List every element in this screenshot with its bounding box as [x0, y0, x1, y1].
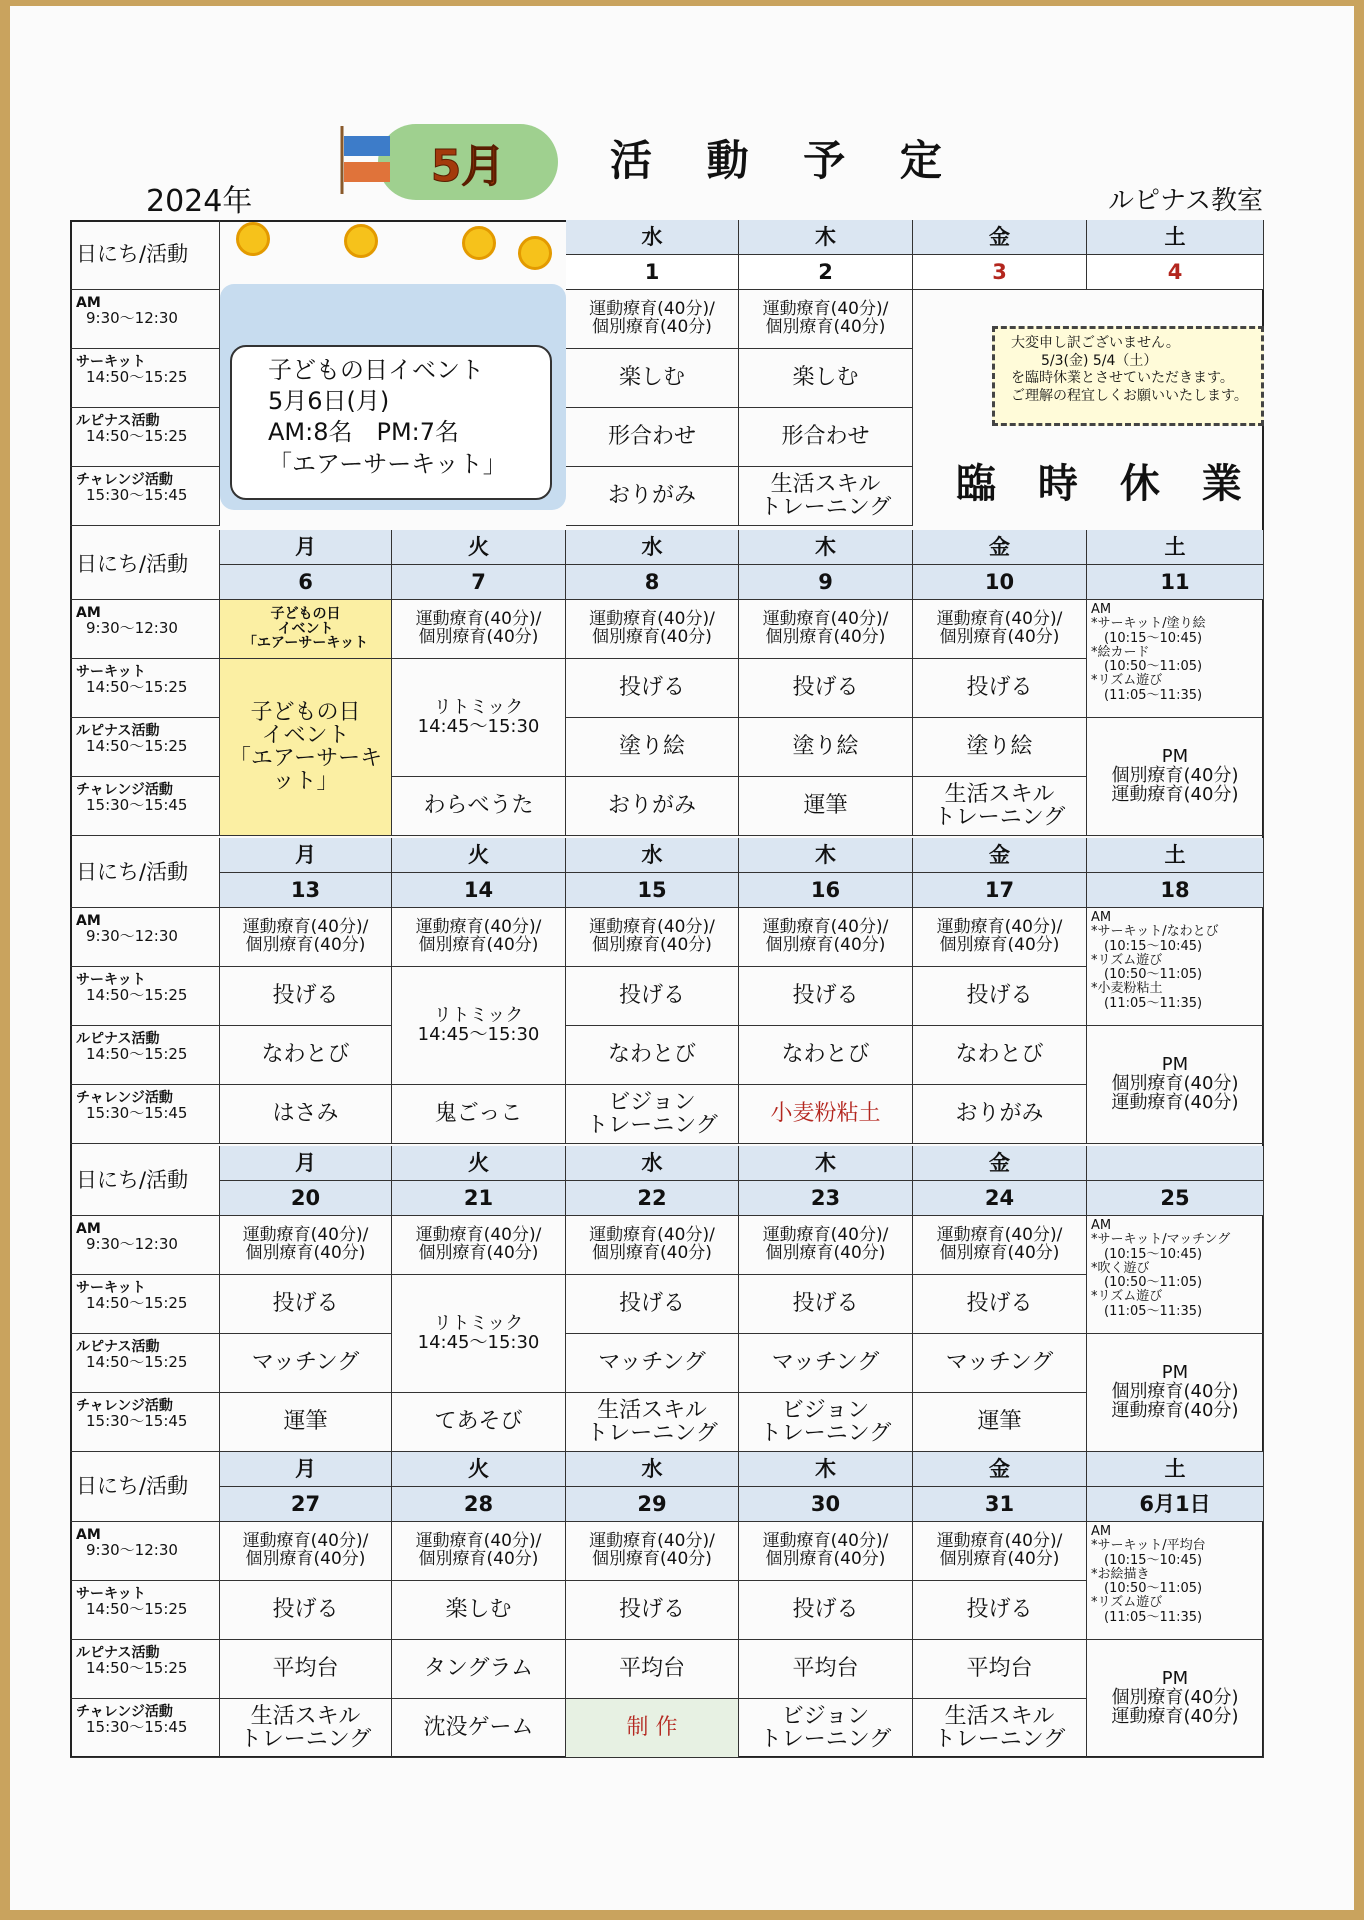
activity-cell: ビジョン トレーニング: [739, 1699, 913, 1758]
activity-cell: 生活スキル トレーニング: [566, 1393, 739, 1452]
sunflower-icon: [236, 222, 270, 256]
slot-time: 15:30～15:45: [86, 1411, 188, 1430]
sunflower-icon: [518, 236, 552, 270]
time-slot-label: [70, 1581, 220, 1640]
weekday-cell: 月: [220, 1146, 392, 1181]
date-cell: 22: [566, 1181, 739, 1216]
activity-cell: 運動療育(40分)/ 個別療育(40分): [739, 290, 913, 349]
weekday-cell: 月: [220, 838, 392, 873]
slot-name: AM: [76, 295, 101, 311]
activity-cell: 運動療育(40分)/ 個別療育(40分): [913, 600, 1087, 659]
slot-time: 15:30～15:45: [86, 1103, 188, 1122]
year-label: 2024年: [146, 184, 253, 219]
row-header-label: 日にち/活動: [70, 530, 220, 600]
activity-cell: 生活スキル トレーニング: [739, 467, 913, 526]
slot-time: 14:50～15:25: [86, 736, 188, 755]
event-date: 5月6日(月): [268, 387, 390, 416]
temporary-closure-label: 臨 時 休 業: [956, 461, 1256, 507]
notice-line: ご理解の程宜しくお願いいたします。: [1011, 387, 1248, 404]
activity-cell: おりがみ: [913, 1085, 1087, 1144]
activity-cell: 生活スキル トレーニング: [913, 1699, 1087, 1758]
activity-cell: 鬼ごっこ: [392, 1085, 566, 1144]
slot-name: チャレンジ活動: [76, 1704, 173, 1720]
date-cell: 30: [739, 1487, 913, 1522]
weekday-cell: 土: [1087, 530, 1264, 565]
event-title: 子どもの日イベント: [268, 356, 484, 384]
slot-name: ルピナス活動: [76, 413, 160, 429]
saturday-am-cell: AM *サーキット/なわとび (10:15～10:45) *リズム遊び (10:50～11:05) *小麦粉粘土 (11:05～11:35): [1087, 908, 1264, 1026]
date-cell: 18: [1087, 873, 1264, 908]
slot-name: サーキット: [76, 1586, 146, 1602]
notice-line: 5/3(金) 5/4（土）: [1041, 352, 1158, 369]
slot-name: サーキット: [76, 1280, 146, 1296]
date-cell: 28: [392, 1487, 566, 1522]
activity-cell: 運動療育(40分)/ 個別療育(40分): [739, 1216, 913, 1275]
event-name: 「エアーサーキット」: [268, 449, 507, 478]
date-cell: 16: [739, 873, 913, 908]
slot-name: ルピナス活動: [76, 1339, 160, 1355]
slot-time: 9:30～12:30: [86, 308, 178, 327]
weekday-cell: 水: [566, 838, 739, 873]
weekday-cell: 火: [392, 1146, 566, 1181]
date-cell: 2: [739, 255, 913, 290]
weekday-cell: 水: [566, 1146, 739, 1181]
time-slot-label: [70, 1522, 220, 1581]
activity-cell: 運動療育(40分)/ 個別療育(40分): [566, 908, 739, 967]
weekday-cell: 金: [913, 530, 1087, 565]
activity-cell: 投げる: [566, 1275, 739, 1334]
activity-cell: 運動療育(40分)/ 個別療育(40分): [220, 1216, 392, 1275]
date-cell: 29: [566, 1487, 739, 1522]
slot-name: AM: [76, 1527, 101, 1543]
slot-name: チャレンジ活動: [76, 1090, 173, 1106]
activity-cell: わらべうた: [392, 777, 566, 836]
slot-time: 14:50～15:25: [86, 1352, 188, 1371]
time-slot-label: [70, 777, 220, 836]
slot-name: サーキット: [76, 972, 146, 988]
weekday-cell: 木: [739, 1452, 913, 1487]
slot-time: 14:50～15:25: [86, 367, 188, 386]
holiday-event-cell: 子どもの日 イベント 「エアーサーキット: [220, 600, 392, 659]
activity-cell: 運筆: [739, 777, 913, 836]
activity-cell: てあそび: [392, 1393, 566, 1452]
slot-name: AM: [76, 913, 101, 929]
date-cell: 15: [566, 873, 739, 908]
activity-cell: 運動療育(40分)/ 個別療育(40分): [739, 908, 913, 967]
slot-time: 9:30～12:30: [86, 1234, 178, 1253]
slot-time: 14:50～15:25: [86, 426, 188, 445]
activity-cell: 投げる: [220, 1581, 392, 1640]
date-cell: 1: [566, 255, 739, 290]
activity-cell: 制 作: [566, 1699, 739, 1758]
activity-cell: 平均台: [913, 1640, 1087, 1699]
time-slot-label: [70, 467, 220, 526]
activity-cell: 生活スキル トレーニング: [220, 1699, 392, 1758]
weekday-cell: 金: [913, 1452, 1087, 1487]
event-info-box: [230, 345, 552, 500]
date-cell: 10: [913, 565, 1087, 600]
time-slot-label: [70, 408, 220, 467]
weekday-cell: 水: [566, 1452, 739, 1487]
activity-cell: 運動療育(40分)/ 個別療育(40分): [566, 1216, 739, 1275]
activity-cell: 投げる: [566, 1581, 739, 1640]
row-header-label: 日にち/活動: [70, 1452, 220, 1522]
activity-cell: マッチング: [220, 1334, 392, 1393]
date-cell: 31: [913, 1487, 1087, 1522]
saturday-pm-cell: PM 個別療育(40分) 運動療育(40分): [1087, 1640, 1264, 1758]
activity-cell: マッチング: [913, 1334, 1087, 1393]
time-slot-label: [70, 967, 220, 1026]
sunflower-icon: [462, 226, 496, 260]
activity-cell: なわとび: [739, 1026, 913, 1085]
time-slot-label: [70, 659, 220, 718]
activity-cell: 運動療育(40分)/ 個別療育(40分): [913, 908, 1087, 967]
activity-cell: 投げる: [220, 1275, 392, 1334]
activity-cell: 平均台: [739, 1640, 913, 1699]
saturday-pm-cell: PM 個別療育(40分) 運動療育(40分): [1087, 1026, 1264, 1144]
weekday-cell: 月: [220, 530, 392, 565]
activity-cell: 投げる: [566, 659, 739, 718]
activity-cell: 運筆: [220, 1393, 392, 1452]
slot-time: 15:30～15:45: [86, 795, 188, 814]
weekday-cell: 土: [1087, 838, 1264, 873]
date-cell: 11: [1087, 565, 1264, 600]
activity-cell: ビジョン トレーニング: [739, 1393, 913, 1452]
activity-cell: なわとび: [913, 1026, 1087, 1085]
activity-cell: 形合わせ: [566, 408, 739, 467]
weekday-cell: 木: [739, 220, 913, 255]
activity-cell: マッチング: [739, 1334, 913, 1393]
time-slot-label: [70, 908, 220, 967]
activity-cell: 塗り絵: [913, 718, 1087, 777]
activity-cell: 運筆: [913, 1393, 1087, 1452]
weekday-cell: [1087, 1146, 1264, 1181]
activity-cell: 投げる: [566, 967, 739, 1026]
activity-cell: 平均台: [220, 1640, 392, 1699]
activity-cell: 投げる: [739, 967, 913, 1026]
activity-cell: 投げる: [739, 1275, 913, 1334]
date-cell: 17: [913, 873, 1087, 908]
saturday-pm-cell: PM 個別療育(40分) 運動療育(40分): [1087, 1334, 1264, 1452]
rhythmic-cell: リトミック 14:45～15:30: [392, 1275, 566, 1393]
date-cell: 8: [566, 565, 739, 600]
activity-cell: 小麦粉粘土: [739, 1085, 913, 1144]
time-slot-label: [70, 600, 220, 659]
slot-name: AM: [76, 605, 101, 621]
date-cell: 27: [220, 1487, 392, 1522]
activity-cell: 投げる: [739, 1581, 913, 1640]
activity-cell: 運動療育(40分)/ 個別療育(40分): [566, 1522, 739, 1581]
row-header-label: 日にち/活動: [70, 220, 220, 290]
activity-cell: 生活スキル トレーニング: [913, 777, 1087, 836]
activity-cell: 投げる: [913, 1581, 1087, 1640]
weekday-cell: 火: [392, 838, 566, 873]
weekday-cell: 土: [1087, 220, 1264, 255]
date-cell: 21: [392, 1181, 566, 1216]
slot-name: サーキット: [76, 354, 146, 370]
weekday-cell: 土: [1087, 1452, 1264, 1487]
activity-cell: 運動療育(40分)/ 個別療育(40分): [220, 1522, 392, 1581]
activity-cell: なわとび: [220, 1026, 392, 1085]
activity-cell: 運動療育(40分)/ 個別療育(40分): [566, 600, 739, 659]
holiday-event-cell: 子どもの日 イベント 「エアーサーキット」: [220, 659, 392, 836]
classroom-name: ルピナス教室: [1108, 186, 1263, 216]
weekday-cell: 金: [913, 1146, 1087, 1181]
weekday-cell: 金: [913, 220, 1087, 255]
activity-cell: 塗り絵: [566, 718, 739, 777]
time-slot-label: [70, 1216, 220, 1275]
slot-time: 14:50～15:25: [86, 1293, 188, 1312]
sunflower-icon: [344, 224, 378, 258]
date-cell: 7: [392, 565, 566, 600]
weekday-cell: 月: [220, 1452, 392, 1487]
rhythmic-cell: リトミック 14:45～15:30: [392, 967, 566, 1085]
saturday-am-cell: AM *サーキット/マッチング (10:15～10:45) *吹く遊び (10:50～11:05) *リズム遊び (11:05～11:35): [1087, 1216, 1264, 1334]
date-cell: 6: [220, 565, 392, 600]
date-cell: 13: [220, 873, 392, 908]
date-cell: 9: [739, 565, 913, 600]
activity-cell: 運動療育(40分)/ 個別療育(40分): [392, 1216, 566, 1275]
weekday-cell: 水: [566, 530, 739, 565]
slot-time: 15:30～15:45: [86, 485, 188, 504]
activity-cell: マッチング: [566, 1334, 739, 1393]
date-cell: 24: [913, 1181, 1087, 1216]
activity-cell: 投げる: [739, 659, 913, 718]
date-cell: 23: [739, 1181, 913, 1216]
date-cell: 14: [392, 873, 566, 908]
date-cell: 3: [913, 255, 1087, 290]
row-header-label: 日にち/活動: [70, 838, 220, 908]
closure-notice: [992, 326, 1264, 426]
slot-name: ルピナス活動: [76, 1031, 160, 1047]
time-slot-label: [70, 1393, 220, 1452]
slot-time: 15:30～15:45: [86, 1717, 188, 1736]
activity-cell: 楽しむ: [566, 349, 739, 408]
activity-cell: おりがみ: [566, 777, 739, 836]
time-slot-label: [70, 1640, 220, 1699]
event-participants: AM:8名 PM:7名: [268, 418, 460, 447]
date-cell: 20: [220, 1181, 392, 1216]
slot-name: チャレンジ活動: [76, 472, 173, 488]
activity-cell: 投げる: [220, 967, 392, 1026]
time-slot-label: [70, 1334, 220, 1393]
activity-cell: ビジョン トレーニング: [566, 1085, 739, 1144]
weekday-cell: 火: [392, 1452, 566, 1487]
date-cell: 4: [1087, 255, 1264, 290]
weekday-cell: 水: [566, 220, 739, 255]
time-slot-label: [70, 1085, 220, 1144]
activity-cell: 運動療育(40分)/ 個別療育(40分): [392, 1522, 566, 1581]
slot-time: 14:50～15:25: [86, 1658, 188, 1677]
activity-cell: 運動療育(40分)/ 個別療育(40分): [220, 908, 392, 967]
page-title: 活 動 予 定: [610, 136, 962, 185]
activity-cell: おりがみ: [566, 467, 739, 526]
slot-name: サーキット: [76, 664, 146, 680]
time-slot-label: [70, 1699, 220, 1758]
row-header-label: 日にち/活動: [70, 1146, 220, 1216]
rhythmic-cell: リトミック 14:45～15:30: [392, 659, 566, 777]
activity-cell: 形合わせ: [739, 408, 913, 467]
month-badge: [378, 124, 558, 200]
activity-cell: なわとび: [566, 1026, 739, 1085]
activity-cell: 運動療育(40分)/ 個別療育(40分): [739, 1522, 913, 1581]
date-cell: 6月1日: [1087, 1487, 1264, 1522]
koinobori-icon: [338, 126, 396, 194]
slot-name: ルピナス活動: [76, 723, 160, 739]
activity-cell: 運動療育(40分)/ 個別療育(40分): [913, 1522, 1087, 1581]
weekday-cell: 木: [739, 838, 913, 873]
weekday-cell: 火: [392, 530, 566, 565]
saturday-am-cell: AM *サーキット/塗り絵 (10:15～10:45) *絵カード (10:50～11:05) *リズム遊び (11:05～11:35): [1087, 600, 1264, 718]
slot-name: ルピナス活動: [76, 1645, 160, 1661]
time-slot-label: [70, 1275, 220, 1334]
notice-line: を臨時休業とさせていただきます。: [1011, 370, 1234, 386]
notice-line: 大変申し訳ございません。: [1011, 335, 1180, 351]
weekday-cell: 木: [739, 1146, 913, 1181]
time-slot-label: [70, 1026, 220, 1085]
activity-cell: 沈没ゲーム: [392, 1699, 566, 1758]
activity-cell: 投げる: [913, 967, 1087, 1026]
time-slot-label: [70, 349, 220, 408]
date-cell: 25: [1087, 1181, 1264, 1216]
activity-cell: 運動療育(40分)/ 個別療育(40分): [392, 600, 566, 659]
activity-cell: タングラム: [392, 1640, 566, 1699]
saturday-am-cell: AM *サーキット/平均台 (10:15～10:45) *お絵描き (10:50～11:05) *リズム遊び (11:05～11:35): [1087, 1522, 1264, 1640]
slot-time: 9:30～12:30: [86, 1540, 178, 1559]
slot-time: 9:30～12:30: [86, 618, 178, 637]
slot-time: 14:50～15:25: [86, 1599, 188, 1618]
slot-time: 14:50～15:25: [86, 1044, 188, 1063]
activity-cell: 運動療育(40分)/ 個別療育(40分): [913, 1216, 1087, 1275]
activity-cell: 投げる: [913, 1275, 1087, 1334]
activity-cell: はさみ: [220, 1085, 392, 1144]
slot-name: AM: [76, 1221, 101, 1237]
activity-cell: 楽しむ: [392, 1581, 566, 1640]
activity-cell: 投げる: [913, 659, 1087, 718]
saturday-pm-cell: PM 個別療育(40分) 運動療育(40分): [1087, 718, 1264, 836]
weekday-cell: 木: [739, 530, 913, 565]
slot-name: チャレンジ活動: [76, 1398, 173, 1414]
activity-cell: 塗り絵: [739, 718, 913, 777]
activity-cell: 運動療育(40分)/ 個別療育(40分): [392, 908, 566, 967]
slot-time: 9:30～12:30: [86, 926, 178, 945]
slot-time: 14:50～15:25: [86, 985, 188, 1004]
activity-cell: 楽しむ: [739, 349, 913, 408]
weekday-cell: 金: [913, 838, 1087, 873]
slot-time: 14:50～15:25: [86, 677, 188, 696]
activity-cell: 平均台: [566, 1640, 739, 1699]
month-label: 5月: [430, 141, 506, 192]
time-slot-label: [70, 718, 220, 777]
activity-cell: 運動療育(40分)/ 個別療育(40分): [566, 290, 739, 349]
activity-cell: 運動療育(40分)/ 個別療育(40分): [739, 600, 913, 659]
time-slot-label: [70, 290, 220, 349]
slot-name: チャレンジ活動: [76, 782, 173, 798]
